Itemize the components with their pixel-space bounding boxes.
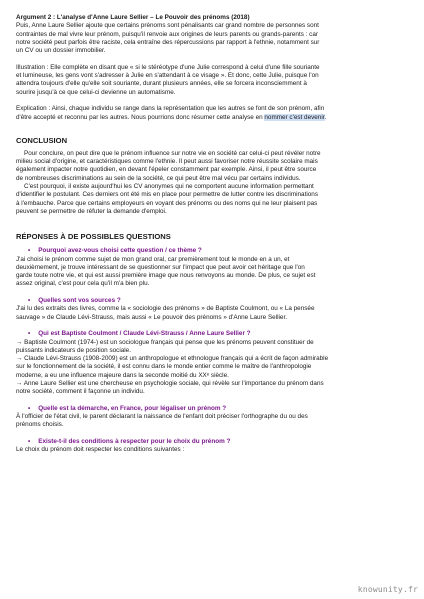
answer-line: À l'officier de l'état civil, le parent déclarant la naissance de l'enfant doit préciser l'orthographe du ou des [16, 413, 308, 421]
illustration-line: sourire jusqu'à ce que celui-ci devienne un automatisme. [16, 88, 176, 96]
argument-2-line: Puis, Anne Laure Sellier ajoute que certains prénoms sont pénalisants car grand nombre de personnes sont [16, 22, 319, 30]
conclusion-line: à l'embauche. Parce que certains employeurs en voyant des prénoms ou des noms qui ne leur plaisent pas [16, 199, 318, 207]
conclusion-line: peuvent se permettre de réfuter la demande d'emploi. [16, 207, 167, 215]
argument-2-line: un CV ou un dossier immobilier. [16, 47, 106, 55]
question-text: Existe-t-il des conditions à respecter pour le choix du prénom ? [38, 438, 231, 446]
argument-2-line: notre société peut parfois être raciste, cela entraîne des répercussions par rapport à l'ethnie, notamment sur [16, 38, 320, 46]
answer-line: J'ai choisi le prénom comme sujet de mon grand oral, car premièrement tout le monde en a un, et [16, 255, 290, 263]
conclusion-line: C'est pourquoi, il existe aujourd'hui les CV anonymes qui ne comportent aucune information permettant [24, 183, 314, 191]
argument-2-section [16, 14, 408, 122]
conclusion-heading: CONCLUSION [16, 135, 68, 145]
conclusion-line: Pour conclure, on peut dire que le prénom influence sur notre vie en société car celui-ci peut révéler notre [24, 149, 321, 157]
conclusion-line: d'identifier le postulant. Ces derniers ont été mis en place pour permettre de lutter contre les discriminations [16, 191, 318, 199]
explication-end: . [324, 113, 327, 121]
responses-section [16, 232, 408, 454]
highlighted-text[interactable]: nommer c'est devenir [264, 113, 325, 121]
answer-line: J'ai lu des extraits des livres, comme la « sociologie des prénoms » de Baptiste Coulmont, ou « La pensée [16, 305, 315, 313]
bullet-icon: • [28, 438, 31, 446]
explication-text: d'être accepté et reconnu par les autres. Nous pourrions donc résumer cette analyse en [16, 113, 265, 121]
answer-line: deuxièmement, je trouve intéressant de se questionner sur l'impact que peut avoir cet héritage que l'on [16, 263, 305, 271]
bullet-icon: • [28, 330, 31, 338]
question-text: Quelles sont vos sources ? [38, 297, 121, 305]
conclusion-line: milieu social d'origine, et caractéristiques comme l'ethnie. Il peut aussi favoriser notre réussite scolaire mais [16, 158, 318, 166]
illustration-line: attendra toujours d'elle qu'elle soit souriante, durant plusieurs années, elle se forcera inconsciemment à [16, 80, 307, 88]
watermark-logo: knowunity.fr [357, 585, 418, 594]
argument-2-line: contraintes de mal vivre leur prénom, puisqu'il renvoie aux origines de leurs parents ou grands-parents : car [16, 30, 318, 38]
explication-line: Explication : Ainsi, chaque individu se range dans la représentation que les autres se font de son prénom, afin [16, 105, 325, 113]
document-body [16, 14, 408, 455]
answer-line: garde toute notre vie, et qui est aussi première image que nous renvoyons au monde. De plus, ce sujet est [16, 272, 316, 280]
answer-line: sur le fonctionnement de la société, il est connu dans le monde entier comme le maître de l'anthropologie [16, 363, 312, 371]
answer-line: → Anne Laure Sellier est une chercheuse en psychologie sociale, qui révèle sur l'importance du prénom dans [16, 379, 324, 387]
question-text: Qui est Baptiste Coulmont / Claude Lévi-Strauss / Anne Laure Sellier ? [38, 330, 251, 338]
answer-line: notre société, comment il façonne un individu. [16, 388, 145, 396]
question-3 [16, 330, 408, 338]
question-4 [16, 405, 408, 413]
argument-2-title: Argument 2 : L'analyse d'Anne Laure Sellier – Le Pouvoir des prénoms (2018) [16, 14, 250, 21]
bullet-icon: • [28, 404, 31, 412]
answer-line: → Claude Lévi-Strauss (1908-2009) est un anthropologue et ethnologue français qui a écrit de façon admirable [16, 355, 329, 363]
question-1 [16, 247, 408, 255]
conclusion-section [16, 136, 408, 216]
question-5 [16, 438, 408, 446]
answer-line: assez original, c'est pour cela qu'il m'a bien plu. [16, 280, 150, 288]
bullet-icon: • [28, 297, 31, 305]
question-2 [16, 297, 408, 305]
question-text: Quelle est la démarche, en France, pour légaliser un prénom ? [38, 404, 227, 412]
responses-heading: RÉPONSES À DE POSSIBLES QUESTIONS [16, 232, 171, 242]
illustration-line: Illustration : Elle complète en disant que « si le stéréotype d'une Julie correspond à celui d'une fille souriante [16, 63, 320, 71]
conclusion-line: de nombreuses discriminations au sein de la société, ce qui peut être mal vécu par certains individus. [16, 174, 301, 182]
conclusion-line: également impacter notre quotidien, en devant l'épeler constamment par exemple. Ainsi, il peut être source [16, 166, 317, 174]
answer-line: prénoms choisis. [16, 421, 64, 429]
answer-line: → Baptiste Coulmont (1974-) est un sociologue français qui pense que les prénoms peuvent constituer de [16, 338, 314, 346]
illustration-line: et lumineuse, les gens vont s'adresser à Julie en s'attendant à ce visage ». Et donc, cette Julie, puisque l'on [16, 72, 319, 80]
question-text: Pourquoi avez-vous choisi cette question / ce thème ? [38, 247, 202, 255]
bullet-icon: • [28, 247, 31, 255]
explication-line [16, 114, 408, 122]
answer-line: sauvage » de Claude Lévi-Strauss, mais aussi « Le pouvoir des prénoms » d'Anne Laure Sellier. [16, 313, 287, 321]
answer-line: moderne, a eu une influence majeure dans la seconde moitié du XXᵉ siècle. [16, 371, 229, 379]
answer-line: Le choix du prénom doit respecter les conditions suivantes : [16, 446, 185, 454]
answer-line: puissants indicateurs de position sociale. [16, 346, 131, 354]
